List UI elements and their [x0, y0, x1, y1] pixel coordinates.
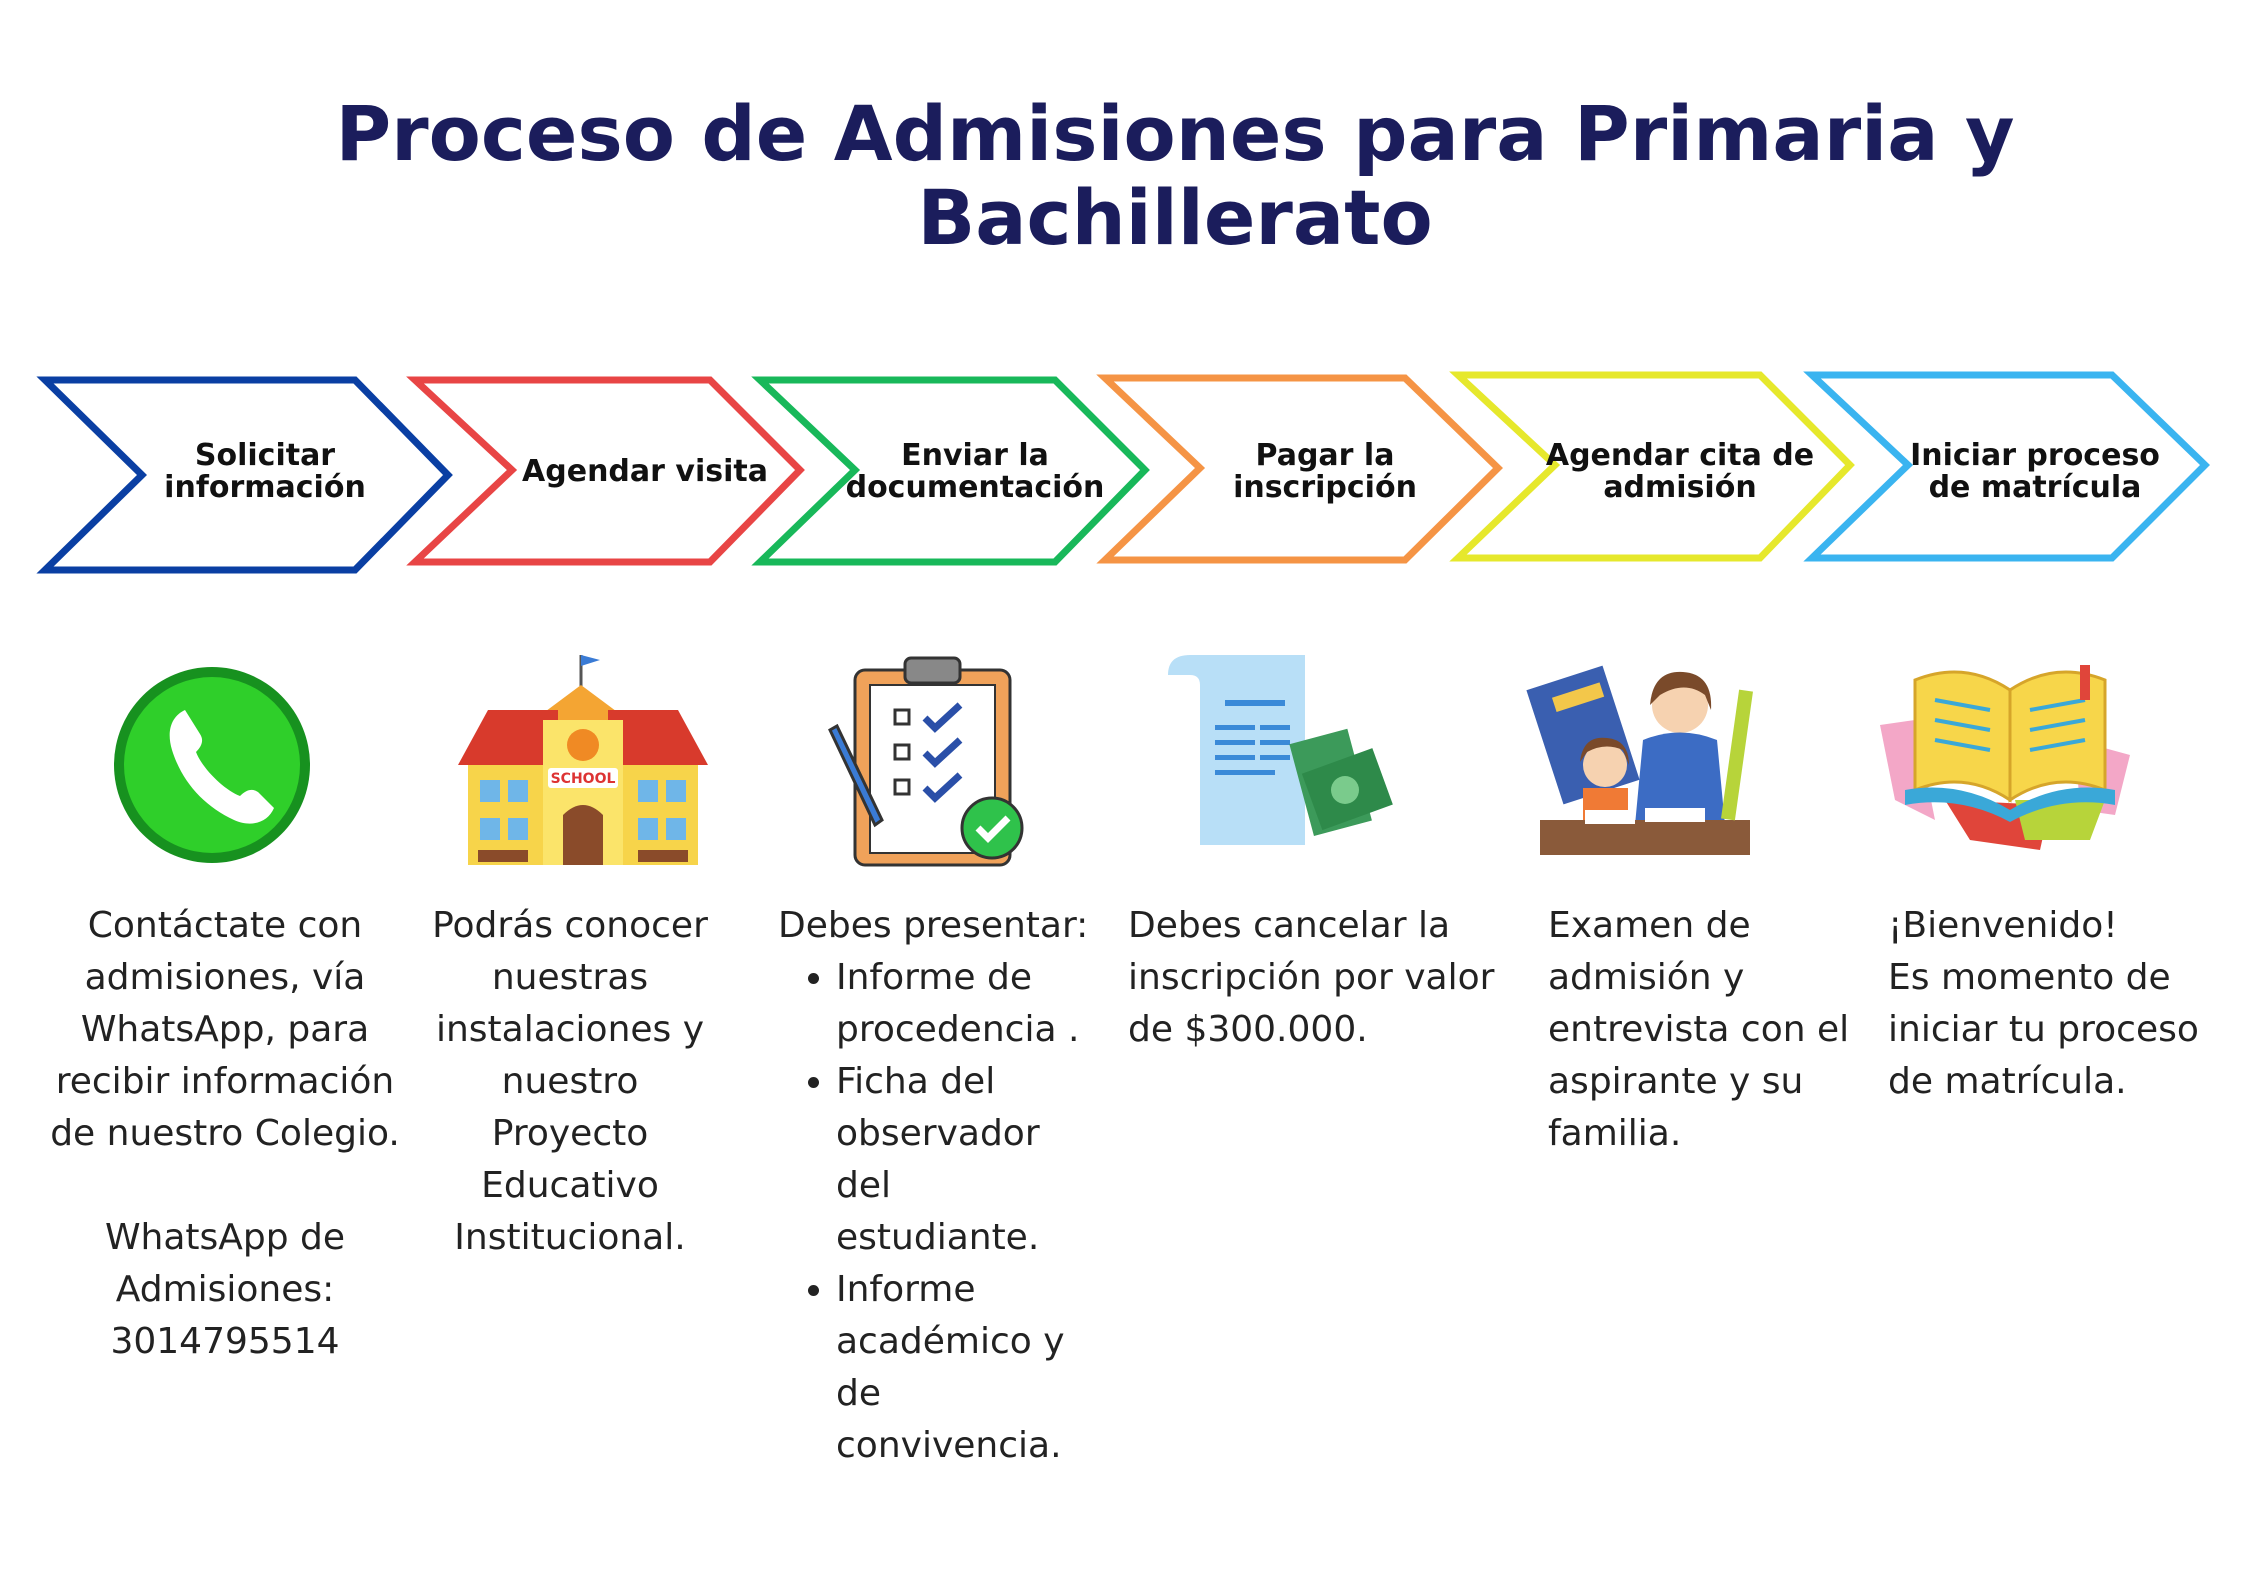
desc-intro: Debes presentar: — [778, 905, 1089, 946]
step-label-1: Solicitar información — [164, 438, 366, 505]
desc-line: de matrícula. — [1888, 1061, 2127, 1102]
step-description-6 — [1888, 900, 2233, 1108]
desc-line: iniciar tu proceso — [1888, 1009, 2199, 1050]
desc-line: nuestro — [501, 1061, 639, 1102]
desc-line: WhatsApp, para — [80, 1009, 370, 1050]
step-label-3: Enviar la documentación — [845, 438, 1105, 505]
list-item: • Informe académico y de convivencia. — [836, 1264, 1098, 1472]
desc-line: Educativo — [481, 1165, 659, 1206]
phone-icon — [90, 650, 350, 870]
whatsapp-number: 3014795514 — [110, 1321, 340, 1362]
desc-line: Contáctate con — [87, 905, 363, 946]
desc-line: aspirante y su — [1548, 1061, 1804, 1102]
desc-line: instalaciones y — [435, 1009, 705, 1050]
step-label-4: Pagar la inscripción — [1233, 438, 1417, 505]
step-description-2 — [405, 900, 735, 1264]
desc-line: admisiones, vía — [84, 957, 366, 998]
desc-line: recibir información — [55, 1061, 395, 1102]
desc-line: de nuestro Colegio. — [50, 1113, 400, 1154]
step-label-5: Agendar cita de admisión — [1545, 438, 1815, 505]
step-description-5 — [1548, 900, 1878, 1160]
whatsapp-label: Admisiones: — [115, 1269, 335, 1310]
list-item: • Ficha del observador del estudiante. — [836, 1056, 1098, 1264]
desc-line: entrevista con el — [1548, 1009, 1850, 1050]
teacher-student-icon — [1525, 650, 1785, 870]
desc-line: Examen de — [1548, 905, 1751, 946]
desc-line: de $300.000. — [1128, 1009, 1368, 1050]
desc-line: Es momento de — [1888, 957, 2171, 998]
desc-line: admisión y — [1548, 957, 1745, 998]
open-book-icon — [1875, 650, 2135, 870]
step-description-3 — [778, 900, 1098, 1472]
list-item: • Informe de procedencia . — [836, 952, 1098, 1056]
step-description-1 — [35, 900, 415, 1368]
step-label-2: Agendar visita — [522, 454, 768, 489]
desc-line: inscripción por valor — [1128, 957, 1495, 998]
school-icon — [448, 650, 708, 870]
whatsapp-label: WhatsApp de — [104, 1217, 346, 1258]
desc-line: Institucional. — [454, 1217, 686, 1258]
welcome-text: ¡Bienvenido! — [1888, 905, 2118, 946]
document-list — [778, 952, 1098, 1472]
svg-text:SCHOOL: SCHOOL — [550, 771, 616, 787]
step-label-6: Iniciar proceso de matrícula — [1910, 438, 2160, 505]
desc-line: Podrás conocer — [432, 905, 708, 946]
checklist-icon — [820, 650, 1080, 870]
desc-line: nuestras — [491, 957, 649, 998]
desc-line: Proyecto — [491, 1113, 649, 1154]
step-description-4 — [1128, 900, 1528, 1056]
desc-line: Debes cancelar la — [1128, 905, 1451, 946]
desc-line: familia. — [1548, 1113, 1682, 1154]
page-title: Proceso de Admisiones para Primaria y Bachillerato — [335, 89, 2015, 262]
process-chevrons — [0, 0, 2245, 700]
receipt-money-icon — [1160, 650, 1420, 870]
